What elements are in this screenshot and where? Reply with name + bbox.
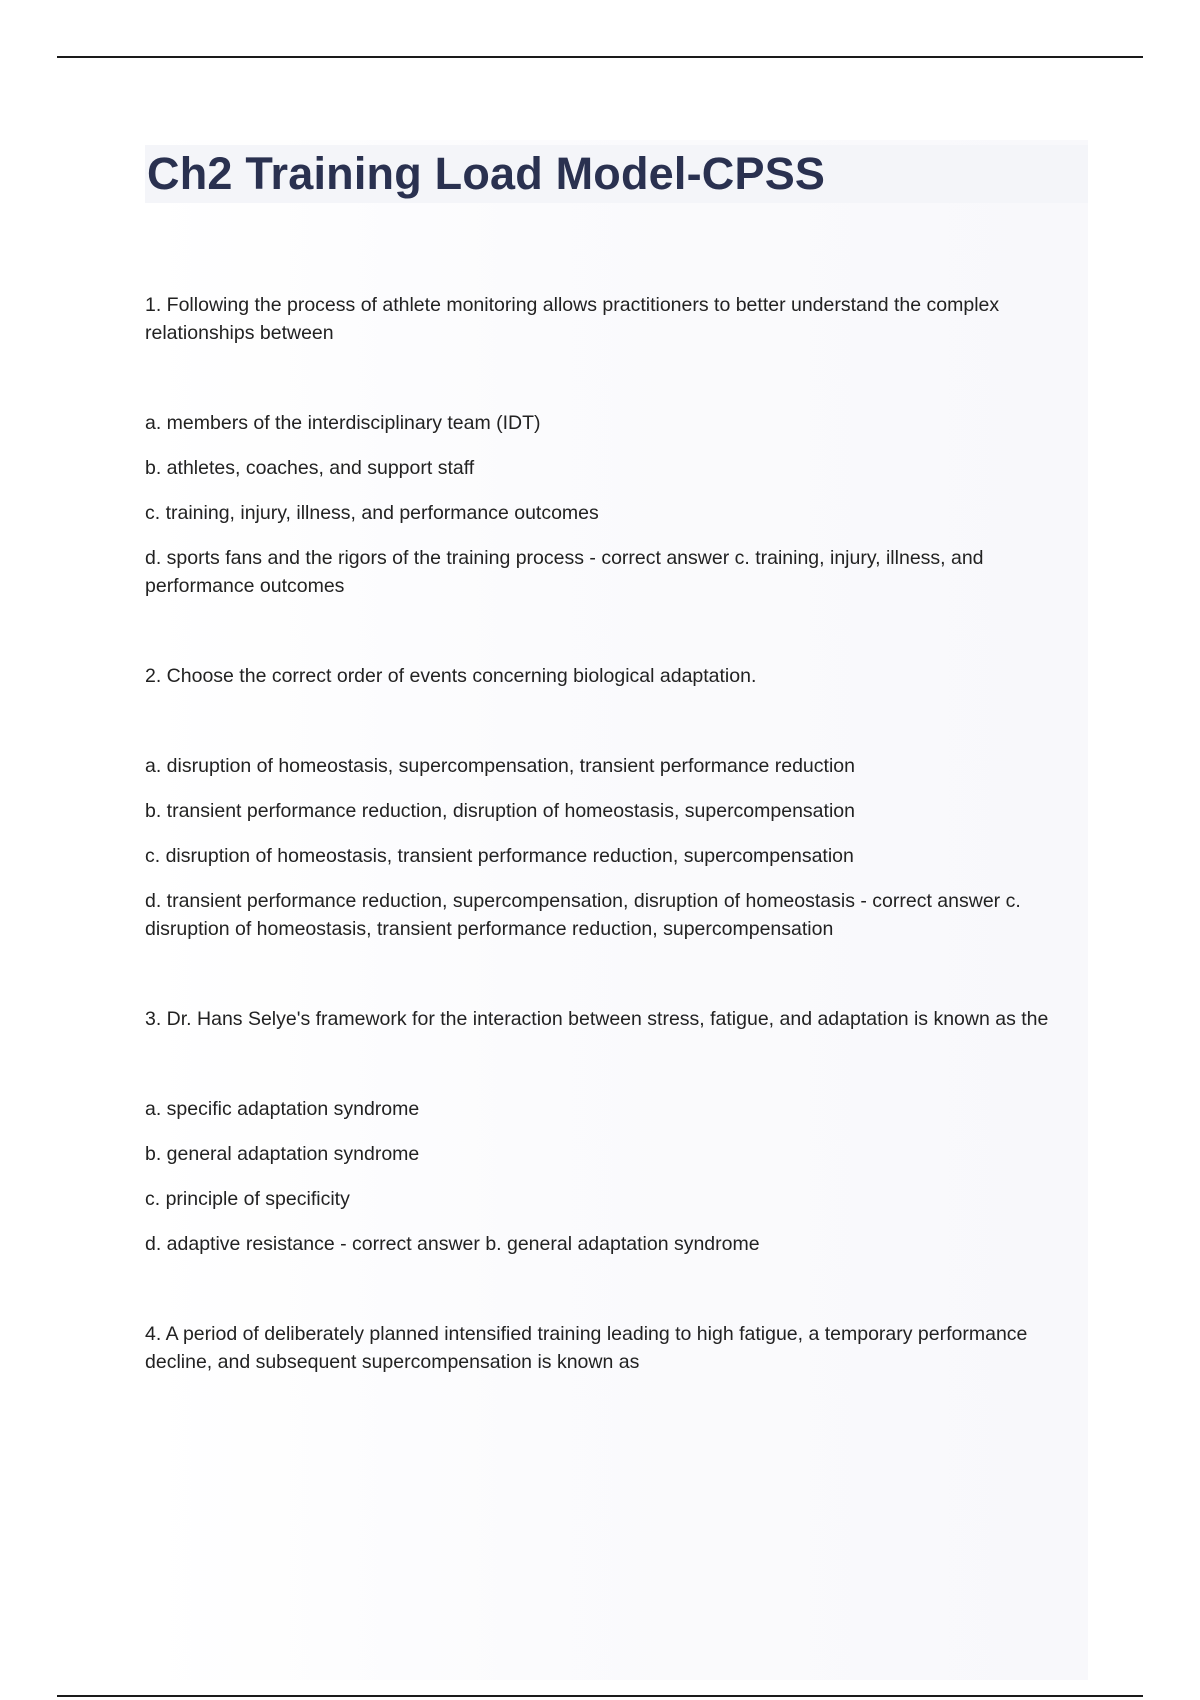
question-text: 1. Following the process of athlete monitoring allows practitioners to better understand the complex relationships between (145, 294, 1000, 344)
answer-option: d. sports fans and the rigors of the training process - correct answer c. training, injury, illness, and performance outcomes (145, 547, 984, 597)
answer-option: b. transient performance reduction, disruption of homeostasis, supercompensation (145, 800, 855, 822)
question-1 (145, 291, 1088, 600)
answer-option: a. disruption of homeostasis, supercompensation, transient performance reduction (145, 755, 855, 777)
question-text: 2. Choose the correct order of events concerning biological adaptation. (145, 665, 757, 687)
answer-option: c. training, injury, illness, and performance outcomes (145, 502, 599, 524)
answer-options (145, 1095, 1088, 1258)
bottom-rule (57, 1695, 1143, 1697)
answer-option: d. transient performance reduction, supercompensation, disruption of homeostasis - correct answer c. disruption of homeostasis, transient performance reduction, supercompensation (145, 890, 1021, 940)
question-4 (145, 1320, 1088, 1376)
question-text: 3. Dr. Hans Selye's framework for the interaction between stress, fatigue, and adaptation is known as the (145, 1008, 1049, 1030)
answer-option: a. specific adaptation syndrome (145, 1098, 420, 1120)
answer-options (145, 409, 1088, 600)
answer-option: c. principle of specificity (145, 1188, 350, 1210)
answer-option: b. athletes, coaches, and support staff (145, 457, 475, 479)
answer-option: d. adaptive resistance - correct answer b. general adaptation syndrome (145, 1233, 760, 1255)
question-2 (145, 662, 1088, 943)
answer-option: b. general adaptation syndrome (145, 1143, 420, 1165)
question-3 (145, 1005, 1088, 1258)
top-rule (57, 56, 1143, 58)
document-title: Ch2 Training Load Model-CPSS (147, 148, 826, 199)
answer-option: c. disruption of homeostasis, transient performance reduction, supercompensation (145, 845, 854, 867)
question-list (145, 291, 1088, 1376)
title-box (145, 145, 1088, 203)
answer-options (145, 752, 1088, 943)
answer-option: a. members of the interdisciplinary team (IDT) (145, 412, 541, 434)
question-text: 4. A period of deliberately planned intensified training leading to high fatigue, a temporary performance decline, and subsequent supercompensation is known as (145, 1323, 1028, 1373)
